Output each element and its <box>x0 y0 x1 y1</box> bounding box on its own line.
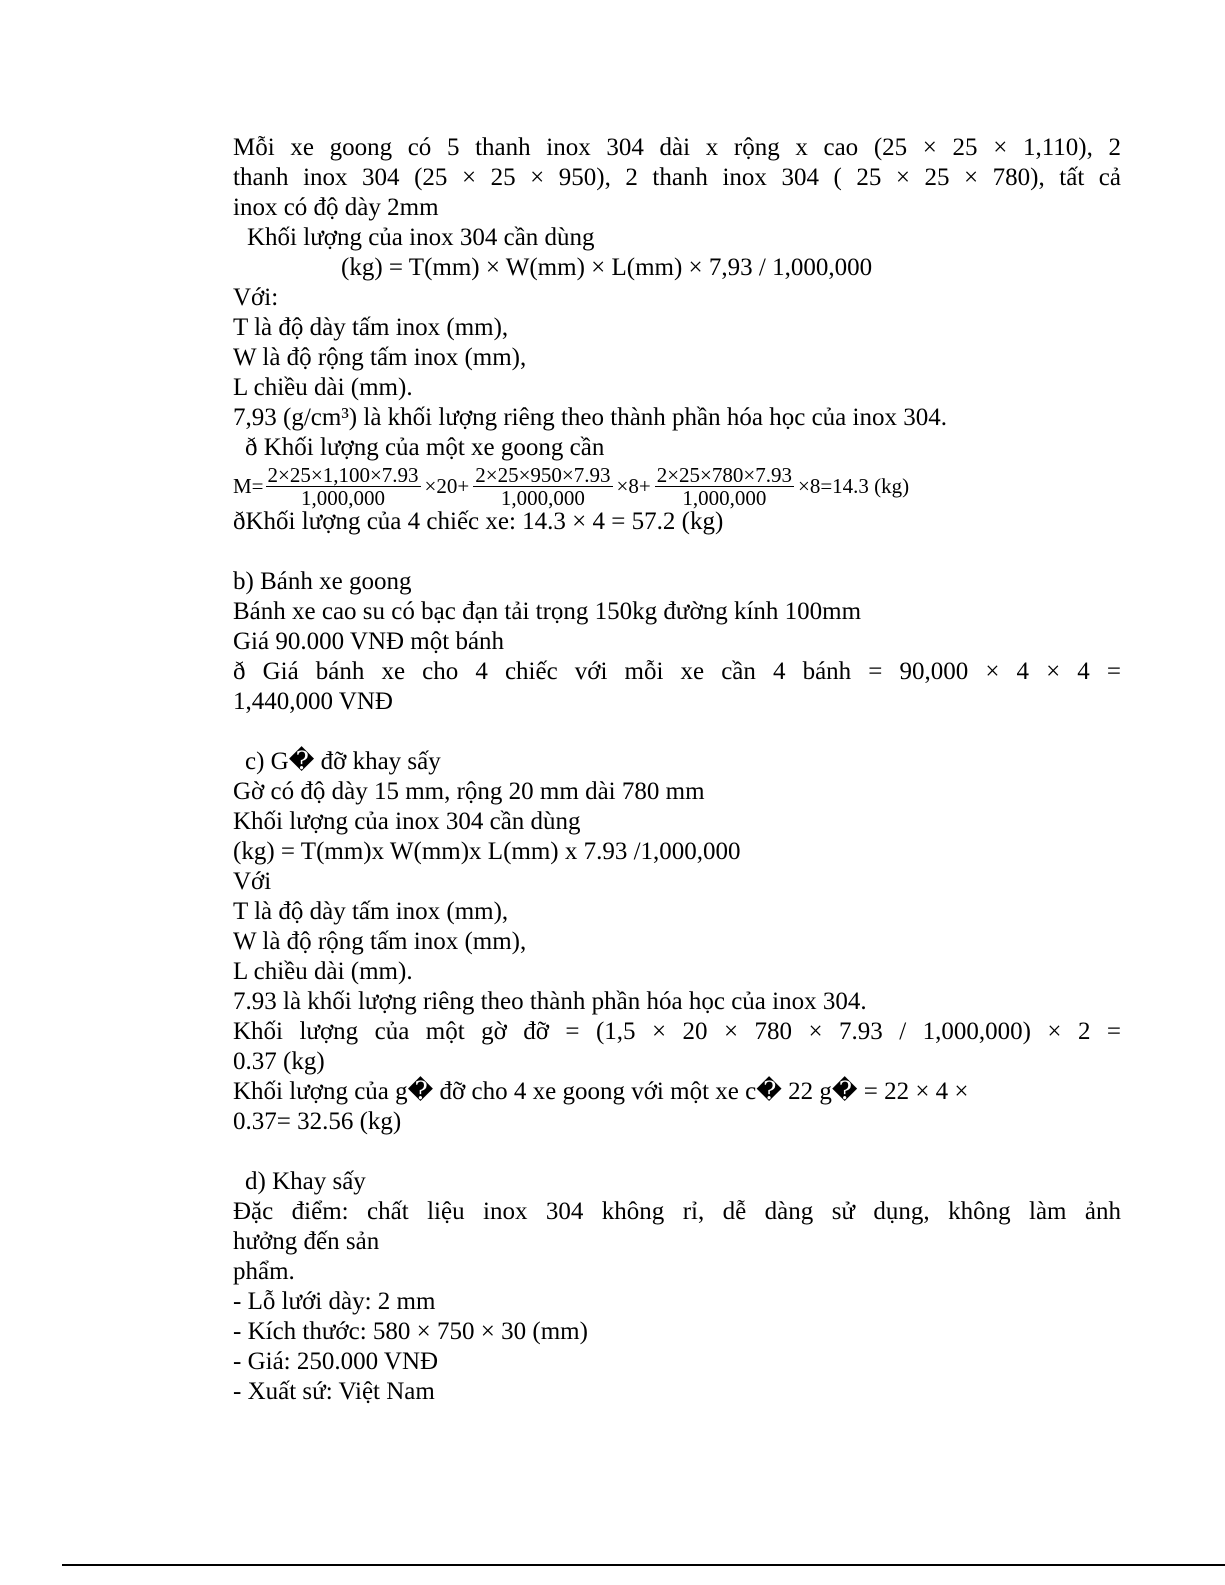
text-line: 7.93 là khối lượng riêng theo thành phần hóa học của inox 304. <box>233 988 867 1015</box>
formula-line: (kg) = T(mm) × W(mm) × L(mm) × 7,93 / 1,000,000 <box>341 254 873 281</box>
text-line: L chiều dài (mm). <box>233 958 413 985</box>
fraction-1 <box>266 464 421 509</box>
spacer <box>233 717 1121 747</box>
page-bottom-rule <box>62 1564 1225 1566</box>
spacer <box>233 537 1121 567</box>
text-line: phẩm. <box>233 1258 295 1285</box>
fraction-2-numerator: 2×25×950×7.93 <box>475 462 611 487</box>
text-line: ð Khối lượng của một xe goong cần <box>245 434 605 461</box>
text-line: Khối lượng của inox 304 cần dùng <box>247 224 595 251</box>
list-item: - Kích thước: 580 × 750 × 30 (mm) <box>233 1318 588 1345</box>
text-line: W là độ rộng tấm inox (mm), <box>233 928 527 955</box>
text-line: L chiều dài (mm). <box>233 374 413 401</box>
list-item: - Lỗ lưới dày: 2 mm <box>233 1288 436 1315</box>
text-line: W là độ rộng tấm inox (mm), <box>233 344 527 371</box>
text-line: 0.37= 32.56 (kg) <box>233 1108 402 1135</box>
fraction-2 <box>473 464 612 509</box>
list-item: - Xuất sứ: Việt Nam <box>233 1378 435 1405</box>
fraction-3-numerator: 2×25×780×7.93 <box>656 462 792 487</box>
equation-result: ×8=14.3 (kg) <box>797 474 910 498</box>
document-body <box>233 133 1121 1407</box>
text-line: Với: <box>233 284 279 311</box>
text-line: hưởng đến sản <box>233 1228 380 1255</box>
text-line: Khối lượng của inox 304 cần dùng <box>233 808 581 835</box>
text-line: inox có độ dày 2mm <box>233 194 439 221</box>
text-line: Khối lượng của một gờ đỡ = (1,5 × 20 × 780 × 7.93 / 1,000,000) × 2 = <box>233 1018 1121 1045</box>
formula-line: (kg) = T(mm)x W(mm)x L(mm) x 7.93 /1,000,000 <box>233 838 741 865</box>
mass-equation <box>233 464 1121 508</box>
text-line: 7,93 (g/cm³) là khối lượng riêng theo thành phần hóa học của inox 304. <box>233 404 947 431</box>
text-line: Đặc điểm: chất liệu inox 304 không rỉ, dễ dàng sử dụng, không làm ảnh <box>233 1198 1121 1225</box>
text-line: ðKhối lượng của 4 chiếc xe: 14.3 × 4 = 57.2 (kg) <box>233 508 724 535</box>
equation-operator: ×8+ <box>616 474 651 498</box>
section-heading: d) Khay sấy <box>245 1168 366 1195</box>
equation-lhs: M= <box>233 474 264 498</box>
section-heading: c) G� đỡ khay sấy <box>245 748 441 775</box>
fraction-1-numerator: 2×25×1,100×7.93 <box>267 462 419 487</box>
text-line: Mỗi xe goong có 5 thanh inox 304 dài x rộng x cao (25 × 25 × 1,110), 2 <box>233 134 1121 161</box>
text-line: Bánh xe cao su có bạc đạn tải trọng 150kg đường kính 100mm <box>233 598 862 625</box>
text-line: 1,440,000 VNĐ <box>233 688 393 715</box>
text-line: Với <box>233 868 272 895</box>
fraction-3 <box>655 464 794 509</box>
text-line: thanh inox 304 (25 × 25 × 950), 2 thanh inox 304 ( 25 × 25 × 780), tất cả <box>233 164 1121 191</box>
spacer <box>233 1137 1121 1167</box>
text-line: Khối lượng của g� đỡ cho 4 xe goong với một xe c� 22 g� = 22 × 4 × <box>233 1078 969 1105</box>
list-item: - Giá: 250.000 VNĐ <box>233 1348 439 1375</box>
text-line: ð Giá bánh xe cho 4 chiếc với mỗi xe cần 4 bánh = 90,000 × 4 × 4 = <box>233 658 1121 685</box>
text-line: 0.37 (kg) <box>233 1048 325 1075</box>
fraction-2-denominator: 1,000,000 <box>500 485 585 510</box>
fraction-1-denominator: 1,000,000 <box>301 485 386 510</box>
text-line: T là độ dày tấm inox (mm), <box>233 314 509 341</box>
text-line: Giá 90.000 VNĐ một bánh <box>233 628 505 655</box>
text-line: Gờ có độ dày 15 mm, rộng 20 mm dài 780 mm <box>233 778 705 805</box>
fraction-3-denominator: 1,000,000 <box>682 485 767 510</box>
section-heading: b) Bánh xe goong <box>233 568 412 595</box>
text-line: T là độ dày tấm inox (mm), <box>233 898 509 925</box>
equation-operator: ×20+ <box>424 474 470 498</box>
